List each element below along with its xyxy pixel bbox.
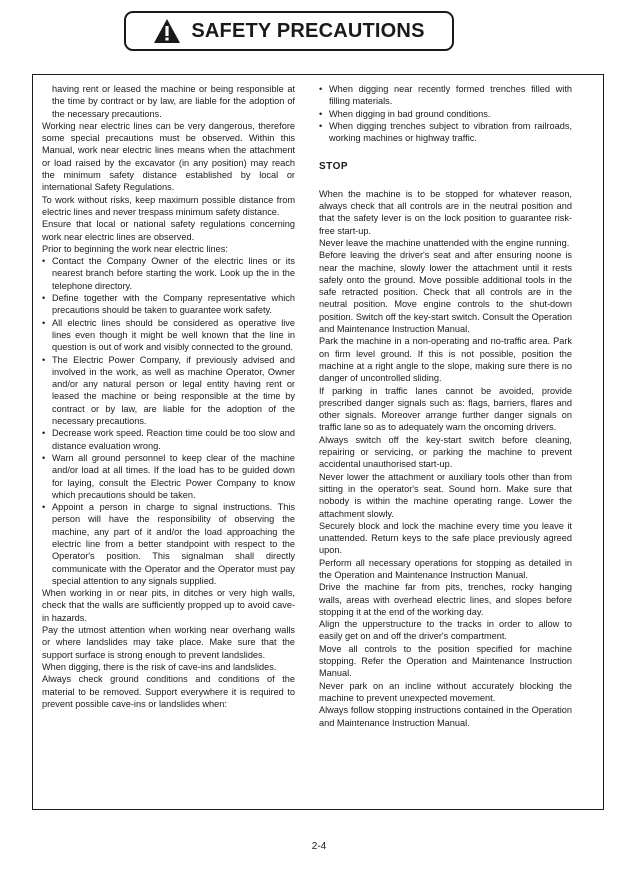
- paragraph: Securely block and lock the machine every time you leave it unattended. Return keys to the safe place previously agreed upon.: [319, 520, 572, 556]
- paragraph: Ensure that local or national safety regulations concerning work near electric lines are observed.: [42, 219, 295, 242]
- bullet-item: • When digging trenches subject to vibration from railroads, working machines or highway traffic.: [319, 120, 572, 145]
- paragraph: Never park on an incline without accurately blocking the machine to prevent unexpected movement.: [319, 680, 572, 703]
- warning-icon: [153, 18, 181, 44]
- paragraph: If parking in traffic lanes cannot be avoided, provide prescribed danger signals such as: flags, barriers, flares and other signals. Moreover arrange further danger signals on traffic lane so as to adequately warn the oncoming drivers.: [319, 385, 572, 433]
- page-title: SAFETY PRECAUTIONS: [191, 19, 425, 42]
- paragraph: Align the upperstructure to the tracks in order to allow to easily get on and off the driver's compartment.: [319, 619, 572, 642]
- paragraph: Drive the machine far from pits, trenches, rocky hanging walls, areas with overhead electric lines, and slopes before stopping it at the end of the working day.: [319, 582, 572, 617]
- paragraph: having rent or leased the machine or being responsible at the time by contract or by law, are liable for the adoption of the necessary precautions.: [52, 84, 295, 119]
- bullet-item: • When digging in bad ground conditions.: [319, 108, 572, 120]
- paragraph: Move all controls to the position specified for machine stopping. Refer the Operation and Maintenance Instruction Manual.: [319, 643, 572, 679]
- left-column: [42, 83, 295, 710]
- paragraph: Pay the utmost attention when working near overhang walls or where landslides may take place. Make sure that the support surface is strong enough to prevent landslides.: [42, 625, 295, 660]
- right-column: [319, 83, 572, 729]
- paragraph: Park the machine in a non-operating and no-traffic area. Park on firm level ground. If this is not possible, position the machine at a right angle to the slope, making sure there is no danger of uncontrolled sliding.: [319, 336, 572, 384]
- trench-conditions-list: [319, 83, 572, 144]
- bullet-item: • Contact the Company Owner of the electric lines or its nearest branch before starting the work. Look up the in the telephone directory.: [42, 255, 295, 292]
- stop-heading: STOP: [319, 161, 349, 173]
- bullet-item: • When digging near recently formed trenches filled with filling materials.: [319, 83, 572, 108]
- paragraph: Never leave the machine unattended with the engine running.: [319, 237, 570, 248]
- paragraph: When digging, there is the risk of cave-ins and landslides.: [42, 661, 277, 672]
- stop-section: [319, 188, 572, 729]
- bullet-item: • All electric lines should be considered as operative live lines even though it might be well known that the line in question is out of work and visibly connected to the ground.: [42, 317, 295, 354]
- paragraph: Always follow stopping instructions contained in the Operation and Maintenance Instruction Manual.: [319, 705, 572, 728]
- title-banner: [124, 11, 454, 51]
- paragraph: Working near electric lines can be very dangerous, therefore some special precautions must be observed. Within this Manual, work near electric lines means when the attachment or load raised by the excavator (in any position) may reach the minimum safety distance established by local or international Safety Regulations.: [42, 120, 295, 193]
- bullet-item: • Appoint a person in charge to signal instructions. This person will have the responsibility of observing the machine, any part of it and/or the load approaching the electric line from a better standpoint with respect to the Operator's position. This signalman shall directly communicate with the Operator and the Operator must pay special attention to any signals supplied.: [42, 501, 295, 587]
- paragraph: Prior to beginning the work near electric lines:: [42, 243, 228, 254]
- paragraph: To work without risks, keep maximum possible distance from electric lines and never trespass minimum safety distance.: [42, 194, 295, 217]
- paragraph: When working in or near pits, in ditches or very high walls, check that the walls are sufficiently propped up to avoid cave-in hazards.: [42, 588, 295, 623]
- paragraph: Never lower the attachment or auxiliary tools other than from sitting in the operator's seat. Sound horn. Make sure that nobody is within the machine operating range. Lower the attachment slowly.: [319, 471, 572, 519]
- bullet-item: • The Electric Power Company, if previously advised and involved in the work, as well as machine Operator, Owner and/or any natural person or legal entity having rent or leased the machine or being responsible at the time by contract or by law, are liable for the adoption of the necessary precautions.: [42, 354, 295, 428]
- paragraph: Always switch off the key-start switch before cleaning, repairing or servicing, or parking the machine to prevent accidental unauthorised start-up.: [319, 434, 572, 470]
- bullet-item: • Warn all ground personnel to keep clear of the machine and/or load at all times. If the load has to be guided down for laying, consult the Electric Power Company to know which precautions should be taken.: [42, 452, 295, 501]
- paragraph: When the machine is to be stopped for whatever reason, always check that all controls are in the neutral position and that the safety lever is on the lock position to guarantee risk-free start-up.: [319, 188, 572, 236]
- paragraph: Perform all necessary operations for stopping as detailed in the Operation and Maintenance Instruction Manual.: [319, 557, 572, 580]
- bullet-item: • Define together with the Company representative which precautions should be taken to guarantee work safety.: [42, 292, 295, 317]
- paragraph: Always check ground conditions and conditions of the material to be removed. Support everywhere it is required to prevent possible cave-ins or landslides when:: [42, 674, 295, 709]
- bullet-item: • Decrease work speed. Reaction time could be too slow and distance evaluation wrong.: [42, 427, 295, 452]
- content-frame: [32, 74, 604, 810]
- paragraph: Before leaving the driver's seat and after ensuring noone is near the machine, slowly lower the attachment until it rests safely onto the ground. Move possible additional tools in the safe retracted position. Check that all controls are in the neutral position. Move engine controls to the shut-down position. Switch off the key-start switch. Consult the Operation and Maintenance Instruction Manual.: [319, 250, 572, 335]
- page-number: 2-4: [311, 841, 327, 852]
